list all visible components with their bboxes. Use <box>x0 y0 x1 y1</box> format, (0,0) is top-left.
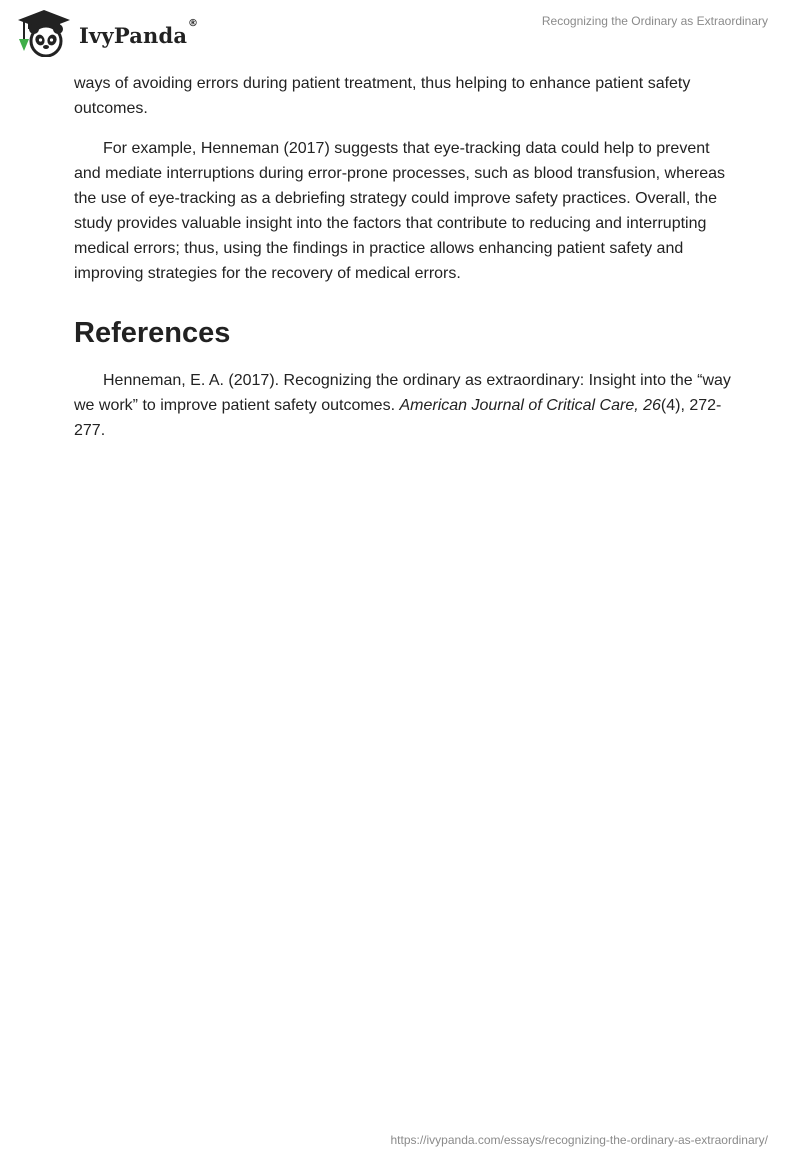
registered-mark: ® <box>188 17 199 29</box>
references-heading: References <box>74 317 231 349</box>
paragraph-example: For example, Henneman (2017) suggests that eye-tracking data could help to prevent and mediate interruptions during error-prone processes, such as blood transfusion, whereas the use of eye-tracking as a debriefing strategy could improve safety practices. Overall, the study provides valuable insight into the factors that contribute to reducing and interrupting medical errors; thus, using the findings in practice allows enhancing patient safety and improving strategies for the recovery of medical errors. <box>74 140 726 282</box>
logo-text: IvyPanda <box>79 22 188 48</box>
ivypanda-logo[interactable] <box>16 7 199 57</box>
reference-issue-pages: (4), 272-277. <box>74 397 722 439</box>
essay-content <box>74 71 734 443</box>
reference-entry <box>74 368 734 443</box>
reference-journal: American Journal of Critical Care, <box>399 397 644 414</box>
source-url[interactable]: https://ivypanda.com/essays/recognizing-the-ordinary-as-extraordinary/ <box>390 1133 768 1147</box>
reference-volume: 26 <box>643 397 661 414</box>
reference-authors-title: Henneman, E. A. (2017). Recognizing the ordinary as extraordinary: Insight into the “way we work” to improve patient safety outcomes. <box>74 372 731 414</box>
logo-wordmark <box>79 17 199 48</box>
panda-graduate-icon <box>16 7 74 57</box>
paragraph-continuation: ways of avoiding errors during patient treatment, thus helping to enhance patient safety outcomes. <box>74 75 691 117</box>
page-header <box>0 0 800 64</box>
running-title: Recognizing the Ordinary as Extraordinary <box>541 14 768 28</box>
